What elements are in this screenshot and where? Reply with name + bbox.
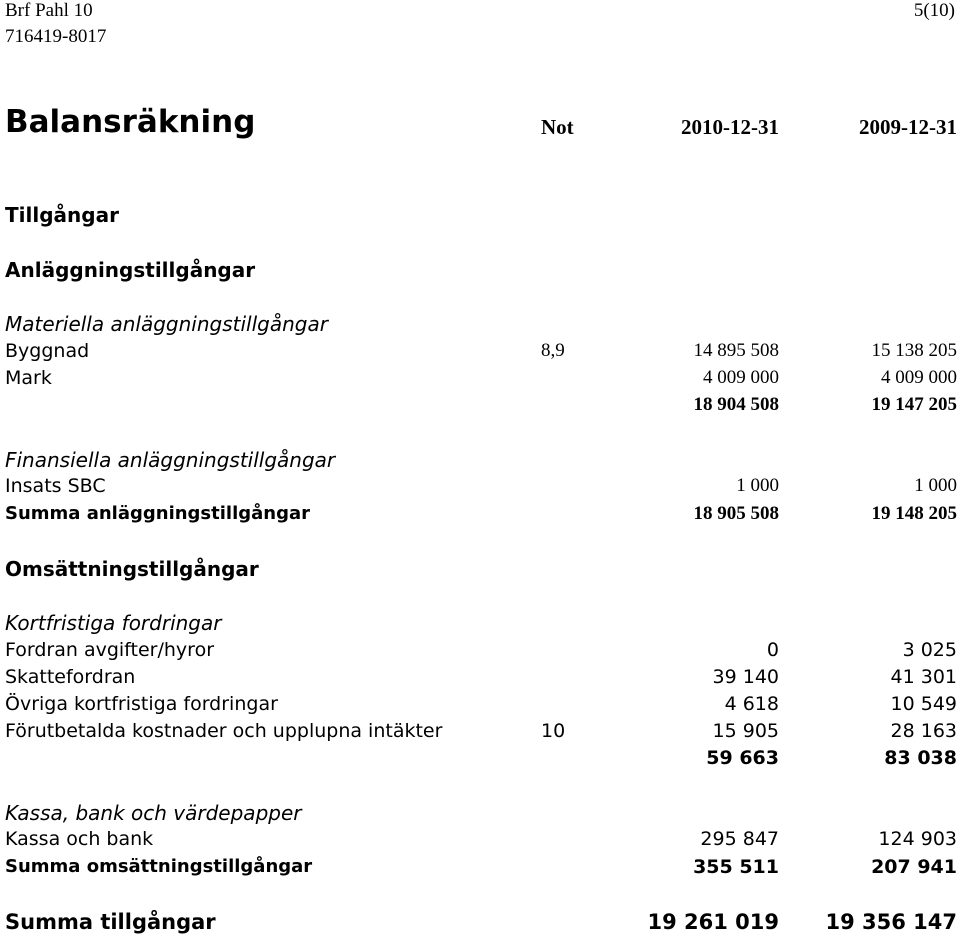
row-current-skattefordran: 39 140 xyxy=(712,666,779,688)
subtotal-previous-tangible: 19 147 205 xyxy=(871,394,957,415)
column-header-note: Not xyxy=(541,115,574,139)
column-header-current-year: 2010-12-31 xyxy=(681,115,779,139)
row-previous-ovriga: 10 549 xyxy=(890,693,957,715)
subtotal-previous-receivables: 83 038 xyxy=(884,747,957,769)
row-current-mark: 4 009 000 xyxy=(703,367,779,388)
row-previous-current-total: 207 941 xyxy=(871,856,957,878)
row-current-fordran: 0 xyxy=(766,639,779,661)
organization-name: Brf Pahl 10 xyxy=(5,0,93,21)
row-label-ovriga: Övriga kortfristiga fordringar xyxy=(5,693,278,715)
row-previous-byggnad: 15 138 205 xyxy=(871,340,957,361)
row-label-fixed-total: Summa anläggningstillgångar xyxy=(5,503,311,524)
row-current-current-total: 355 511 xyxy=(693,856,779,878)
row-current-insats: 1 000 xyxy=(736,475,779,496)
subsection-financial-fixed-assets: Finansiella anläggningstillgångar xyxy=(5,448,336,472)
row-label-insats: Insats SBC xyxy=(5,475,106,497)
section-current-assets: Omsättningstillgångar xyxy=(5,557,259,581)
row-current-kassa: 295 847 xyxy=(700,828,779,850)
subsection-cash-bank-securities: Kassa, bank och värdepapper xyxy=(5,801,302,825)
row-label-fordran: Fordran avgifter/hyror xyxy=(5,639,214,661)
page-title: Balansräkning xyxy=(5,104,256,140)
row-current-assets-total: 19 261 019 xyxy=(647,910,779,934)
organization-number: 716419-8017 xyxy=(5,26,107,47)
page-number: 5(10) xyxy=(913,0,955,21)
row-label-byggnad: Byggnad xyxy=(5,340,90,362)
row-previous-fixed-total: 19 148 205 xyxy=(871,503,957,524)
row-current-ovriga: 4 618 xyxy=(724,693,779,715)
row-previous-kassa: 124 903 xyxy=(878,828,957,850)
row-label-assets-total: Summa tillgångar xyxy=(5,910,216,934)
subsection-short-term-receivables: Kortfristiga fordringar xyxy=(5,611,222,635)
section-assets: Tillgångar xyxy=(5,203,119,227)
row-label-current-total: Summa omsättningstillgångar xyxy=(5,856,313,877)
row-current-byggnad: 14 895 508 xyxy=(693,340,779,361)
row-label-skattefordran: Skattefordran xyxy=(5,666,136,688)
row-label-kassa: Kassa och bank xyxy=(5,828,154,850)
row-previous-skattefordran: 41 301 xyxy=(890,666,957,688)
subtotal-current-tangible: 18 904 508 xyxy=(693,394,779,415)
row-note-byggnad: 8,9 xyxy=(541,340,565,361)
subsection-tangible-fixed-assets: Materiella anläggningstillgångar xyxy=(5,312,328,336)
row-previous-mark: 4 009 000 xyxy=(881,367,957,388)
row-previous-insats: 1 000 xyxy=(914,475,957,496)
row-current-forutbetalda: 15 905 xyxy=(712,720,779,742)
row-previous-forutbetalda: 28 163 xyxy=(890,720,957,742)
column-header-previous-year: 2009-12-31 xyxy=(859,115,957,139)
subtotal-current-receivables: 59 663 xyxy=(706,747,779,769)
row-previous-fordran: 3 025 xyxy=(902,639,957,661)
row-label-mark: Mark xyxy=(5,367,52,389)
row-label-forutbetalda: Förutbetalda kostnader och upplupna intäkter xyxy=(5,720,443,742)
row-current-fixed-total: 18 905 508 xyxy=(693,503,779,524)
section-fixed-assets: Anläggningstillgångar xyxy=(5,258,256,282)
row-previous-assets-total: 19 356 147 xyxy=(825,910,957,934)
row-note-forutbetalda: 10 xyxy=(541,720,566,742)
